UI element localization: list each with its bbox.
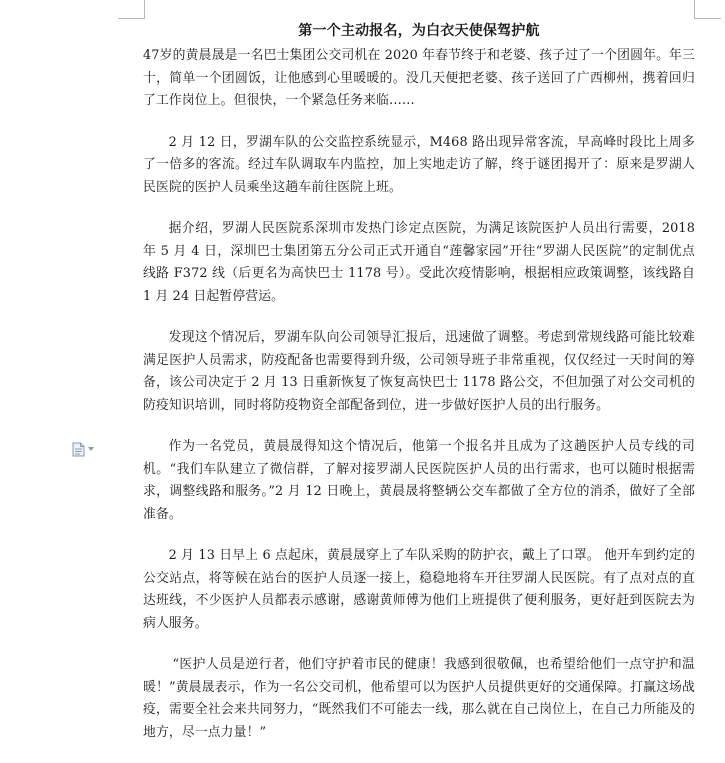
paragraph: 据介绍，罗湖人民医院系深圳市发热门诊定点医院，为满足该院医护人员出行需要，2018 年 5 月 4 日，深圳巴士集团第五分公司正式开通自“莲馨家园”开往“罗湖人民医院”的定制优点线路 F372 线（后更名为高快巴士 1178 号）。受此次疫情影响，根据相应政策调整，该线路自 1 月 24 日起暂停营运。 xyxy=(143,221,695,304)
paragraph: “医护人员是逆行者，他们守护着市民的健康！我感到很敬佩，也希望给他们一点守护和温暖！”黄晨晟表示，作为一名公交司机，他希望可以为医护人员提供更好的交通保障。打赢这场战疫，需要全社会来共同努力，“既然我们不可能去一线，那么就在自己岗位上，在自己力所能及的地方，尽一点力量！” xyxy=(143,657,695,740)
document-comment-icon xyxy=(72,442,85,457)
page-corner-marker-right xyxy=(694,0,721,19)
paragraph: 作为一名党员，黄晨晟得知这个情况后，他第一个报名并且成为了这趟医护人员专线的司机。“我们车队建立了微信群，了解对接罗湖人民医院医护人员的出行需求，也可以随时根据需求，调整线路和服务。”2 月 12 日晚上，黄晨晟将整辆公交车都做了全方位的消杀，做好了全部准备。 xyxy=(143,439,695,522)
document-body[interactable] xyxy=(143,18,695,763)
document-title: 第一个主动报名，为白衣天使保驾护航 xyxy=(298,23,540,39)
page-corner-marker-left xyxy=(118,0,145,19)
paragraph: 47岁的黄晨晟是一名巴士集团公交司机在 2020 年春节终于和老婆、孩子过了一个团圆年。年三十，简单一个团圆饭，让他感到心里暖暖的。没几天便把老婆、孩子送回了广西柳州，携着回归了工作岗位上。但很快，一个紧急任务来临…… xyxy=(143,48,695,108)
paragraph: 发现这个情况后，罗湖车队向公司领导汇报后，迅速做了调整。考虑到常规线路可能比较难满足医护人员需求，防疫配备也需要得到升级，公司领导班子非常重视，仅仅经过一天时间的筹备，该公司决定于 2 月 13 日重新恢复了恢复高快巴士 1178 路公交，不但加强了对公交司机的防疫知识培训，同时将防疫物资全部配备到位，进一步做好医护人员的出行服务。 xyxy=(143,330,695,413)
paragraph: 2 月 13 日早上 6 点起床，黄晨晟穿上了车队采购的防护衣，戴上了口罩。 他开车到约定的公交站点，将等候在站台的医护人员逐一接上，稳稳地将车开往罗湖人民医院。有了点对点的直达班线，不少医护人员都表示感谢，感谢黄师傅为他们上班提供了便利服务，更好赶到医院去为病人服务。 xyxy=(143,548,695,631)
chevron-down-icon xyxy=(88,447,94,451)
paragraph: 2 月 12 日，罗湖车队的公交监控系统显示，M468 路出现异常客流，早高峰时段比上周多了一倍多的客流。经过车队调取车内监控，加上实地走访了解，终于谜团揭开了：原来是罗湖人民医院的医护人员乘坐这趟车前往医院上班。 xyxy=(143,134,695,195)
margin-comment-button[interactable] xyxy=(72,441,98,457)
